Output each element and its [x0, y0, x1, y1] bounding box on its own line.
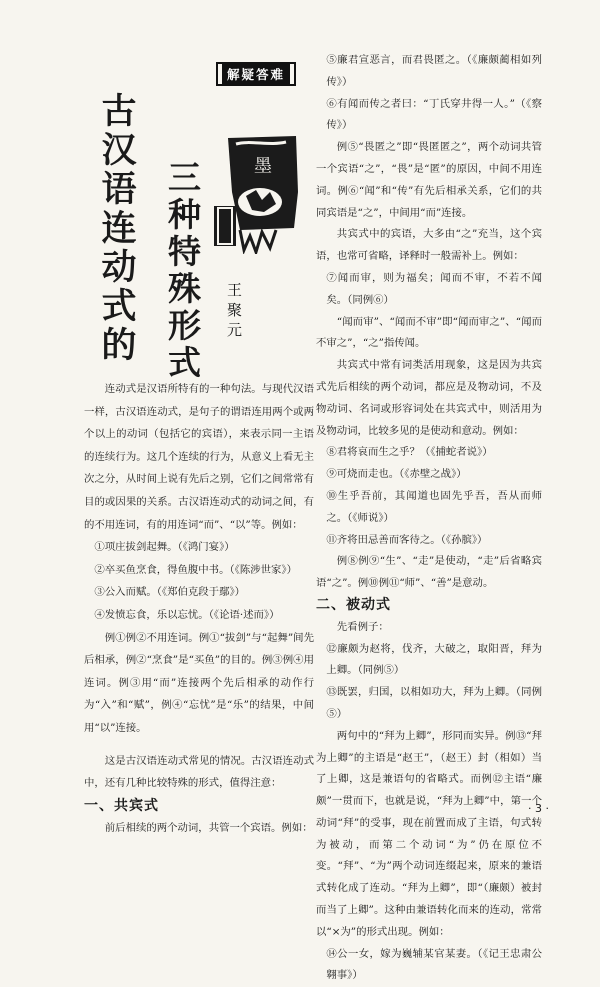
left-example: ①项庄拔剑起舞。（《鸿门宴》） [94, 541, 235, 554]
left-paragraph: 例①例②不用连词。例①“拔剑”与“起舞”间先后相承，例②“烹食”是“买鱼”的目的。例③例④用连词。例③用“而”连接两个先后相承的动作行为“入”和“赋”，例④“忘忧”是“乐”的结果，中间用“以”连接。 [84, 631, 314, 734]
right-example: ⑪齐将田忌善而客待之。（《孙膑》） [326, 533, 488, 546]
left-example: ④发愤忘食，乐以忘忧。（《论语·述而》） [94, 608, 280, 621]
article-title: 古汉语连动式的 [96, 92, 136, 365]
right-paragraph: 例⑤“畏匿之”即“畏匿匿之”，两个动词共管一个宾语“之”，“畏”是“匿”的原因，中间不用连词。例⑥“闻”和“传”有先后相承关系，它们的共同宾语是“之”，中间用“而”连接。 [316, 141, 542, 219]
illustration-caption: 墨 [254, 156, 272, 177]
right-paragraph: 例⑧例⑨“生”、“走”是使动，“走”后省略宾语“之”。例⑩例⑪“师”、“善”是意动。 [316, 555, 542, 590]
right-example: ⑥有闻而传之者曰：“丁氏穿井得一人。”（《察传》） [326, 97, 542, 132]
right-example: ⑦闻而审，则为福矣；闻而不审，不若不闻矣。（同例⑥） [326, 271, 542, 306]
right-example: ⑧君将哀而生之乎？（《捕蛇者说》） [326, 446, 493, 459]
left-paragraph: 这是古汉语连动式常见的情况。古汉语连动式中，还有几种比较特殊的形式，值得注意： [84, 754, 314, 790]
left-example: ②卒买鱼烹食，得鱼腹中书。（《陈涉世家》） [94, 563, 297, 576]
right-example: ⑭公一女，嫁为巍辅某官某妻。（《记王忠肃公翱事》） [326, 947, 542, 982]
right-example: ⑫廉颇为赵将，伐齐，大破之，取阳晋，拜为上卿。（同例⑤） [326, 642, 542, 677]
right-paragraph: “闻而审”、“闻而不审”即“闻而审之”、“闻而不审之”，“之”指传闻。 [316, 315, 542, 350]
left-paragraph: 连动式是汉语所特有的一种句法。与现代汉语一样，古汉语连动式，是句子的谓语连用两个或两个以上的动词（包括它的宾语），来表示同一主语的连续行为。这几个连续的行为，从意义上看无主次之分，从时间上说有先后之别，它们之间常常有目的或因果的关系。古汉语连动式的动词之间，有的不用连词，有的用连词“而”、“以”等。例如： [84, 383, 314, 531]
right-example: ⑬既罢，归国，以相如功大，拜为上卿。（同例⑤） [326, 686, 542, 720]
section-heading-2: 二、被动式 [316, 596, 391, 613]
article-subtitle: 三种特殊形式 [163, 160, 202, 382]
right-paragraph: 共宾式中常有词类活用现象，这是因为共宾式先后相续的两个动词，都应是及物动词，不及物动词、名词或形容词处在共宾式中，则活用为及物动词，比较多见的是使动和意动。例如： [316, 359, 542, 437]
right-example: ⑨可烧而走也。（《赤壁之战》） [326, 468, 467, 481]
right-example: ⑩生乎吾前，其闻道也固先乎吾，吾从而师之。（《师说》） [326, 489, 542, 524]
column-tag [216, 62, 296, 86]
left-column [84, 378, 314, 840]
right-column [316, 50, 542, 987]
ink-illustration [210, 132, 300, 254]
page-number: · 3 · [528, 802, 549, 815]
author-name: 王聚元 [225, 282, 243, 342]
column-tag-label: 解疑答难 [222, 63, 290, 85]
left-paragraph: 前后相续的两个动词，共管一个宾语。例如： [104, 822, 313, 835]
right-paragraph: 两句中的“拜为上卿”，形同而实异。例⑬“拜为上卿”的主语是“赵王”，（赵王）封（相如）当了上卿，这是兼语句的省略式。而例⑫主语“廉颇”一贯而下，也就是说，“拜为上卿”中，第一个动词“拜”的受事，现在前置而成了主语，句式转为被动，而第二个动词“为”仍在原位不变。“拜”、“为”两个动词连缀起来，原来的兼语式转化成了连动。“拜为上卿”，即“（廉颇）被封而当了上卿”。这种由兼语转化而来的连动，常常以“×为”的形式出现。例如： [316, 729, 542, 938]
left-example: ③公入而赋。（《郑伯克段于鄢》） [94, 586, 246, 599]
right-paragraph: 共宾式中的宾语，大多由“之”充当，这个宾语，也常可省略，译释时一般需补上。例如： [316, 228, 542, 263]
right-paragraph: 先看例子： [336, 620, 389, 633]
section-heading-1: 一、共宾式 [84, 797, 159, 814]
illustration-art [214, 136, 298, 252]
right-example: ⑤廉君宣恶言，而君畏匿之。（《廉颇蔺相如列传》） [326, 54, 542, 88]
